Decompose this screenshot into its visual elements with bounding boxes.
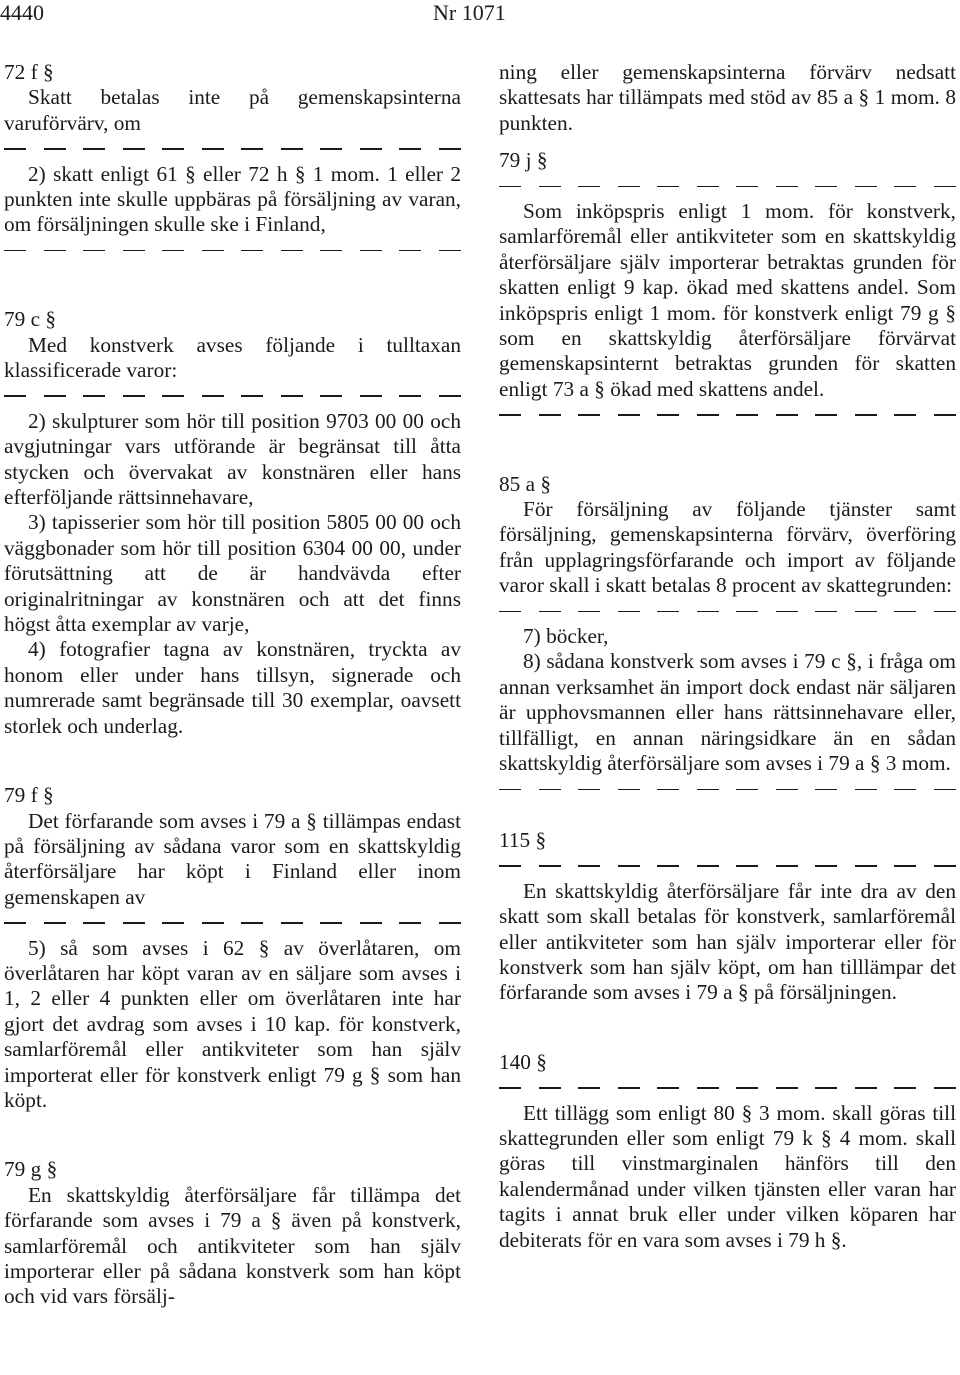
paragraph: 4) fotografier tagna av konstnären, tryckta av honom eller under hans tillsyn, signerade och numrerade samt begränsade till 30 exemplar, oavsett storlek och underlag. (4, 637, 461, 738)
omission-dashes (499, 599, 956, 624)
omission-dashes (499, 777, 956, 802)
paragraph: Skatt betalas inte på gemenskapsinterna varuförvärv, om (4, 85, 461, 135)
paragraph-continued: ning eller gemenskapsinterna förvärv nedsatt skattesats har tillämpats med stöd av 85 a § 1 mom. 8 punkten. (499, 60, 956, 135)
omission-dashes (499, 1075, 956, 1100)
omission-dashes (499, 174, 956, 199)
paragraph: Det förfarande som avses i 79 a § tillämpas endast på försäljning av sådana varor som en skattskyldig återförsäljare har köpt i Finland eller inom gemenskapen av (4, 808, 461, 909)
omission-dashes (4, 910, 461, 935)
paragraph: En skattskyldig återförsäljare får inte dra av den skatt som skall betalas för konstverk, samlarföremål eller antikviteter som han själv importerar eller för konstverk som han själv köpt, om han tilllämpar det förfarande som avses i 79 a § på försäljningen. (499, 878, 956, 1005)
right-column (499, 60, 956, 1253)
paragraph: 2) skatt enligt 61 § eller 72 h § 1 mom. 1 eller 2 punkten inte skulle uppbäras på försäljning av varan, om försäljningen skulle ske i Finland, (4, 161, 461, 237)
omission-dashes (499, 402, 956, 427)
section-heading-72f: 72 f § (4, 60, 54, 84)
section-heading-79c: 79 c § (4, 307, 57, 332)
section-heading-115: 115 § (499, 827, 547, 852)
paragraph: 3) tapisserier som hör till position 5805 00 00 och väggbonader som hör till position 6304 00 00, under förutsättning att de är handvävda efter originalritningar av konstnären och att det finns högst åtta exemplar av varje, (4, 510, 461, 637)
paragraph: 8) sådana konstverk som avses i 79 c §, i fråga om annan verksamhet än import dock endast när säljaren är upphovsmannen eller hans rättsinnehavare eller, tillfälligt, en annan näringsidkare än en sådan skattskyldig återförsäljare som avses i 79 a § 3 mom. (499, 649, 956, 776)
left-column (4, 60, 461, 1310)
section-heading-79g: 79 g § (4, 1157, 58, 1182)
section-heading-140: 140 § (499, 1049, 547, 1074)
section-heading-79f: 79 f § (4, 783, 54, 808)
page-number: 4440 (0, 0, 44, 25)
omission-dashes (4, 238, 461, 263)
paragraph: Med konstverk avses följande i tulltaxan klassificerade varor: (4, 332, 461, 383)
page-header (0, 0, 960, 30)
paragraph: 2) skulpturer som hör till position 9703 00 00 och avgjutningar vars utförande är begränsat till åtta stycken och övervakat av konstnären eller hans efterföljande rättsinnehavare, (4, 408, 461, 510)
document-number: Nr 1071 (433, 0, 506, 25)
section-heading-85a: 85 a § (499, 471, 552, 496)
paragraph: För försäljning av följande tjänster samt försäljning, gemenskapsinterna förvärv, överföring från upplagringsförfarande och import av följande varor skall i skatt betalas 8 procent av skattegrunden: (499, 497, 956, 598)
omission-dashes (499, 853, 956, 878)
omission-dashes (4, 383, 461, 408)
paragraph: 7) böcker, (523, 624, 609, 649)
paragraph: En skattskyldig återförsäljare får tillämpa det förfarande som avses i 79 a § även på konstverk, samlarföremål och antikviteter som han själv importerar eller på sådana konstverk som han köpt och vid vars försälj- (4, 1182, 461, 1309)
paragraph: 5) så som avses i 62 § av överlåtaren, om överlåtaren har köpt varan av en säljare som avses i 1, 2 eller 4 punkten eller om överlåtaren inte har gjort det avdrag som avses i 10 kap. för konstverk, samlarföremål eller antikviteter som han själv importerat eller för konstverk enligt 79 g § som han köpt. (4, 935, 461, 1112)
omission-dashes (4, 136, 461, 161)
paragraph: Som inköpspris enligt 1 mom. för konstverk, samlarföremål eller antikviteter som en skattskyldig återförsäljare själv importerar betraktas grunden för skatten enligt 9 kap. ökad med skattens andel. Som inköpspris enligt 1 mom. för konstverk enligt 79 g § som en skattskyldig återförsäljare förvärvat gemenskapsinternt betraktas grunden för skatten enligt 73 a § ökad med skattens andel. (499, 199, 956, 401)
section-heading-79j: 79 j § (499, 148, 548, 173)
paragraph: Ett tillägg som enligt 80 § 3 mom. skall göras till skattegrunden eller som enligt 79 k § 4 mom. skall göras till vinstmarginalen hänförs till den kalendermånad under vilken tjänsten eller varan har tagits i annat bruk eller under vilken köparen har debiterats för en vara som avses i 79 h §. (499, 1100, 956, 1252)
